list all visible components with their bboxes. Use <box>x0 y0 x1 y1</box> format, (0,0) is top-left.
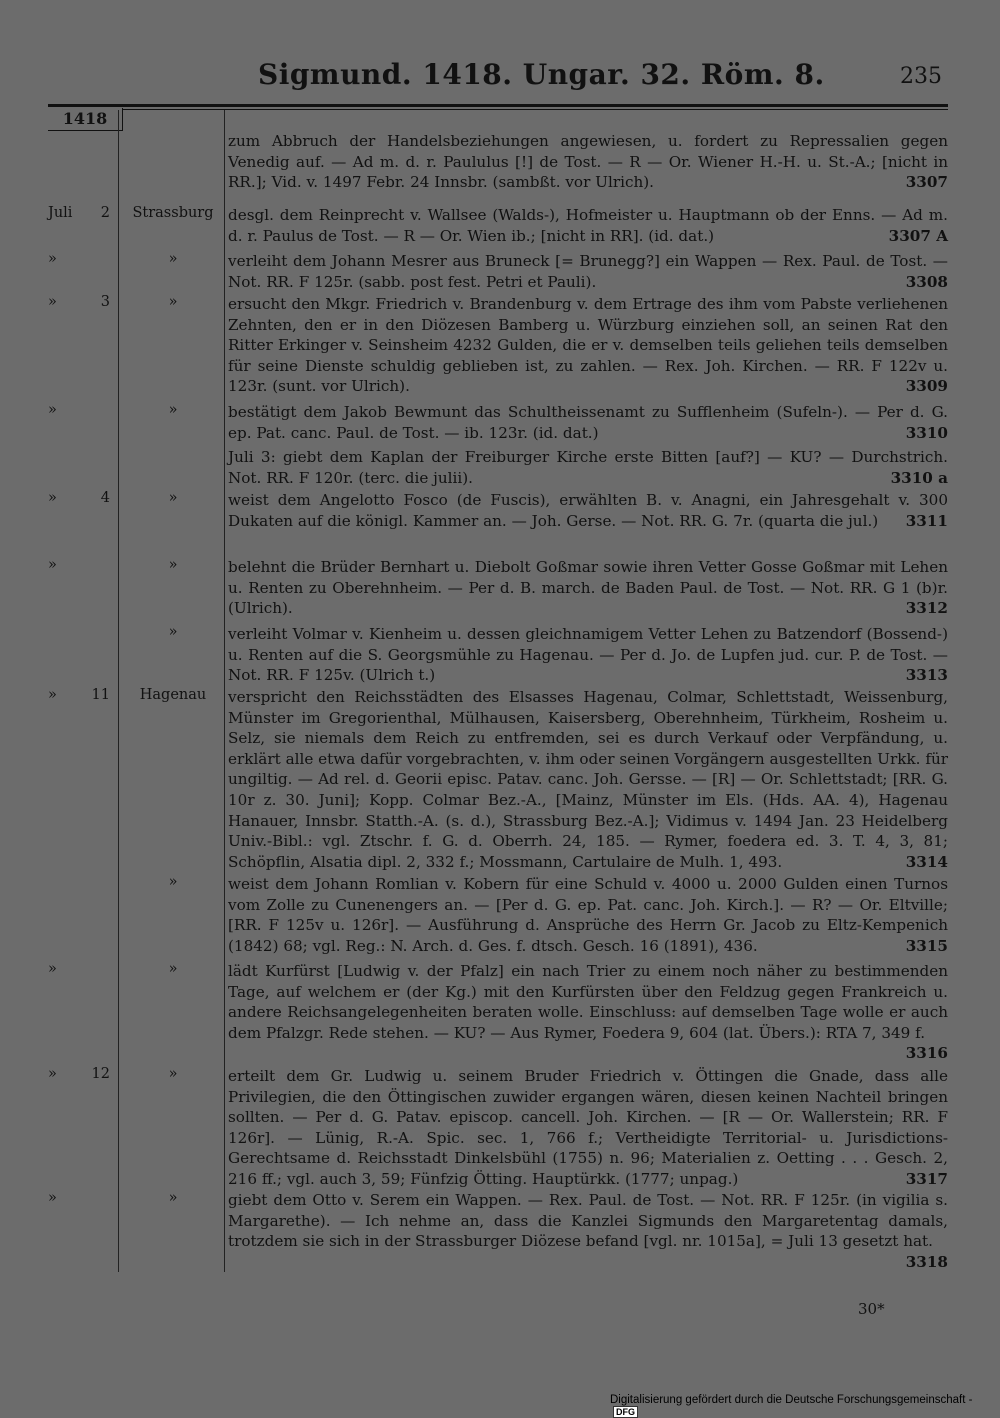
entry-text <box>228 205 948 246</box>
entry-text-body: desgl. dem Reinprecht v. Wallsee (Walds-), Hofmeister u. Hauptmann ob der Enns. — Ad m. d. r. Paulus de Tost. — R — Or. Wien ib.; [nicht in RR]. (id. dat.) <box>228 206 948 245</box>
entry-number: 3318 <box>905 1252 948 1271</box>
entry-text <box>228 251 948 292</box>
entry-text-body: verleiht dem Johann Mesrer aus Bruneck [= Brunegg?] ein Wappen — Rex. Paul. de Tost. — Not. RR. F 125r. (sabb. post fest. Petri et Pauli). <box>228 252 948 291</box>
entry-text-body: Juli 3: giebt dem Kaplan der Freiburger Kirche erste Bitten [auf?] — KU? — Durchstrich. Not. RR. F 120r. (terc. die julii). <box>228 448 948 487</box>
entry-text-body: weist dem Angelotto Fosco (de Fuscis), erwählten B. v. Anagni, ein Jahresgehalt v. 300 Dukaten auf die königl. Kammer an. — Joh. Gerse. — Not. RR. G. 7r. (quarta die jul.) <box>228 491 948 530</box>
entry-day: 3 <box>100 294 110 310</box>
entry-month: » <box>48 490 57 506</box>
entry-text <box>228 402 948 443</box>
entry-number: 3307 <box>905 173 948 192</box>
entry-number: 3313 <box>905 666 948 685</box>
entry-number: 3312 <box>905 599 948 618</box>
page-title: Sigmund. 1418. Ungar. 32. Röm. 8. <box>258 58 825 91</box>
entry-place: » <box>168 251 178 267</box>
entry-number: 3316 <box>905 1044 948 1063</box>
entry-text-body: weist dem Johann Romlian v. Kobern für eine Schuld v. 4000 u. 2000 Gulden einen Turnos vom Zolle zu Cunenengers an. — [Per d. G. ep. Pat. canc. Joh. Kirch.]. — R? — Or. Eltville; [RR. F 125v u. 126r]. — Ausführung d. Ansprüche des Herrn Gr. Jacob zu Eltz-Kempenich (1842) 68; vgl. Reg.: N. Arch. d. Ges. f. dtsch. Gesch. 16 (1891), 436. <box>228 875 948 955</box>
entry-text-body: lädt Kurfürst [Ludwig v. der Pfalz] ein nach Trier zu einem noch näher zu bestimmenden Tage, auf welchem er (der Kg.) mit den Kurfürsten über den Feldzug gegen Frankreich u. andere Reichsangelegenheiten beraten wolle. Einschluss: auf demselben Tage wolle er auch dem Pfalzgr. Rede stehen. — KU? — Aus Rymer, Foedera 9, 604 (lat. Übers.): RTA 7, 349 f. <box>228 962 948 1042</box>
entry-text <box>228 874 948 956</box>
entry-text <box>228 624 948 686</box>
entry-place: Strassburg <box>132 205 214 221</box>
entry-number: 3311 <box>905 511 948 530</box>
entry-place: » <box>168 874 178 890</box>
entry-text-body: verleiht Volmar v. Kienheim u. dessen gleichnamigem Vetter Lehen zu Batzendorf (Bossend-) u. Renten auf die S. Georgsmühle zu Hagenau. — Per d. Jo. de Lupfen jud. cur. P. de Tost. — Not. RR. F 125v. (Ulrich t.) <box>228 625 948 685</box>
entry-text <box>228 1066 948 1190</box>
entry-place: » <box>168 294 178 310</box>
entry-month: Juli <box>48 205 73 221</box>
entry-text <box>228 557 948 619</box>
entry-number: 3315 <box>905 936 948 955</box>
entry-month: » <box>48 1190 57 1206</box>
entry-text-body: giebt dem Otto v. Serem ein Wappen. — Rex. Paul. de Tost. — Not. RR. F 125r. (in vigilia s. Margarethe). — Ich nehme an, dass die Kanzlei Sigmunds den Margaretentag damals, trotzdem sie sich in der Strassburger Diözese befand [vgl. nr. 1015a], = Juli 13 gesetzt hat. <box>228 1191 948 1251</box>
entry-number: 3307 A <box>888 226 948 245</box>
column-divider-place <box>224 110 225 1272</box>
entry-month: » <box>48 294 57 310</box>
dfg-logo: DFG <box>613 1406 638 1418</box>
entry-text <box>228 490 948 531</box>
entry-text <box>228 447 948 488</box>
entry-place: » <box>168 1190 178 1206</box>
entry-place: » <box>168 1066 178 1082</box>
entry-month: » <box>48 961 57 977</box>
entry-text <box>228 687 948 872</box>
entry-place: » <box>168 557 178 573</box>
entry-text-body: verspricht den Reichsstädten des Elsasses Hagenau, Colmar, Schlettstadt, Weissenburg, Münster im Gregorienthal, Mülhausen, Kaisersberg, Oberehnheim, Türkheim, Rosheim u. Selz, sie niemals dem Reich zu entfremden, sei es durch Verkauf oder Verpfändung, u. erklärt alle etwa dafür vorgebrachten, v. ihm oder seinen Vorgängern ausgestellten Urkk. für ungiltig. — Ad rel. d. Georii episc. Patav. canc. Joh. Gersse. — [R] — Or. Schlettstadt; [RR. G. 10r z. 30. Juni]; Kopp. Colmar Bez.-A., [Mainz, Münster im Els. (Hds. AA. 4), Hagenau Hanauer, Innsbr. Statth.-A. (s. d.), Strassburg Bez.-A.]; Vidimus v. 1494 Jan. 23 Heidelberg Univ.-Bibl.: vgl. Ztschr. f. G. d. Oberrh. 24, 185. — Rymer, foedera ed. 3. T. 4, 3, 81; Schöpflin, Alsatia dipl. 2, 332 f.; Mossmann, Cartulaire de Mulh. 1, 493. <box>228 688 948 871</box>
entry-place: » <box>168 961 178 977</box>
entry-day: 12 <box>91 1066 110 1082</box>
entry-place: Hagenau <box>139 687 207 703</box>
entry-text <box>228 131 948 193</box>
entry-day: 4 <box>100 490 110 506</box>
header-rule-thin <box>122 109 948 110</box>
column-divider-day <box>118 110 119 1272</box>
entry-month: » <box>48 1066 57 1082</box>
entry-number: 3309 <box>905 377 948 396</box>
entry-text <box>228 961 948 1064</box>
entry-text <box>228 1190 948 1272</box>
header-rule-thick <box>48 104 948 107</box>
signature-mark: 30* <box>858 1300 885 1318</box>
entry-place: » <box>168 402 178 418</box>
footer-text: Digitalisierung gefördert durch die Deutsche Forschungsgemeinschaft - <box>610 1394 973 1406</box>
entry-day: 2 <box>100 205 110 221</box>
entry-text-body: belehnt die Brüder Bernhart u. Diebolt Goßmar sowie ihren Vetter Gosse Goßmar mit Lehen u. Renten zu Oberehnheim. — Per d. B. march. de Baden Paul. de Tost. — Not. RR. G 1 (b)r. (Ulrich). <box>228 558 948 618</box>
entry-day: 11 <box>91 687 110 703</box>
entry-text-body: bestätigt dem Jakob Bewmunt das Schultheissenamt zu Sufflenheim (Sufeln-). — Per d. G. ep. Pat. canc. Paul. de Tost. — ib. 123r. (id. dat.) <box>228 403 948 442</box>
entry-text-body: ersucht den Mkgr. Friedrich v. Brandenburg v. dem Ertrage des ihm vom Pabste verliehenen Zehnten, den er in den Diözesen Bamberg u. Würzburg einziehen soll, an seinen Rat den Ritter Erkinger v. Seinsheim 4232 Gulden, die er v. demselben teils geliehen teils demselben für seine Dienste schuldig geblieben ist, zu zahlen. — Rex. Joh. Kirchen. — RR. F 122v u. 123r. (sunt. vor Ulrich). <box>228 295 948 396</box>
entry-number: 3314 <box>905 852 948 871</box>
year-box: 1418 <box>48 108 123 131</box>
entry-number: 3310 <box>905 423 948 442</box>
entry-number: 3308 <box>905 272 948 291</box>
entry-month: » <box>48 402 57 418</box>
entry-text-body: erteilt dem Gr. Ludwig u. seinem Bruder Friedrich v. Öttingen die Gnade, dass alle Privilegien, die den Öttingischen zuwider ergangen wären, diesen keinen Nachteil bringen sollten. — Per d. G. Patav. episcop. cancell. Joh. Kirchen. — [R — Or. Wallerstein; RR. F 126r]. — Lünig, R.-A. Spic. sec. 1, 766 f.; Vertheidigte Territorial- u. Jurisdictions-Gerechtsame d. Reichsstadt Dinkelsbühl (1755) n. 96; Materialien z. Oetting . . . Gesch. 2, 216 ff.; vgl. auch 3, 59; Fünfzig Ötting. Hauptürkk. (1777; unpag.) <box>228 1067 948 1188</box>
entry-text-body: zum Abbruch der Handelsbeziehungen angewiesen, u. fordert zu Repressalien gegen Venedig auf. — Ad m. d. r. Paululus [!] de Tost. — R — Or. Wiener H.-H. u. St.-A.; [nicht in RR.]; Vid. v. 1497 Febr. 24 Innsbr. (sambßt. vor Ulrich). <box>228 132 948 192</box>
page-number: 235 <box>900 64 942 89</box>
entry-month: » <box>48 687 57 703</box>
entry-month: » <box>48 557 57 573</box>
entry-place: » <box>168 490 178 506</box>
entry-place: » <box>168 624 178 640</box>
entry-number: 3310 a <box>890 468 948 487</box>
entry-text <box>228 294 948 397</box>
entry-month: » <box>48 251 57 267</box>
footer-credit <box>610 1394 1000 1418</box>
entry-number: 3317 <box>905 1169 948 1188</box>
